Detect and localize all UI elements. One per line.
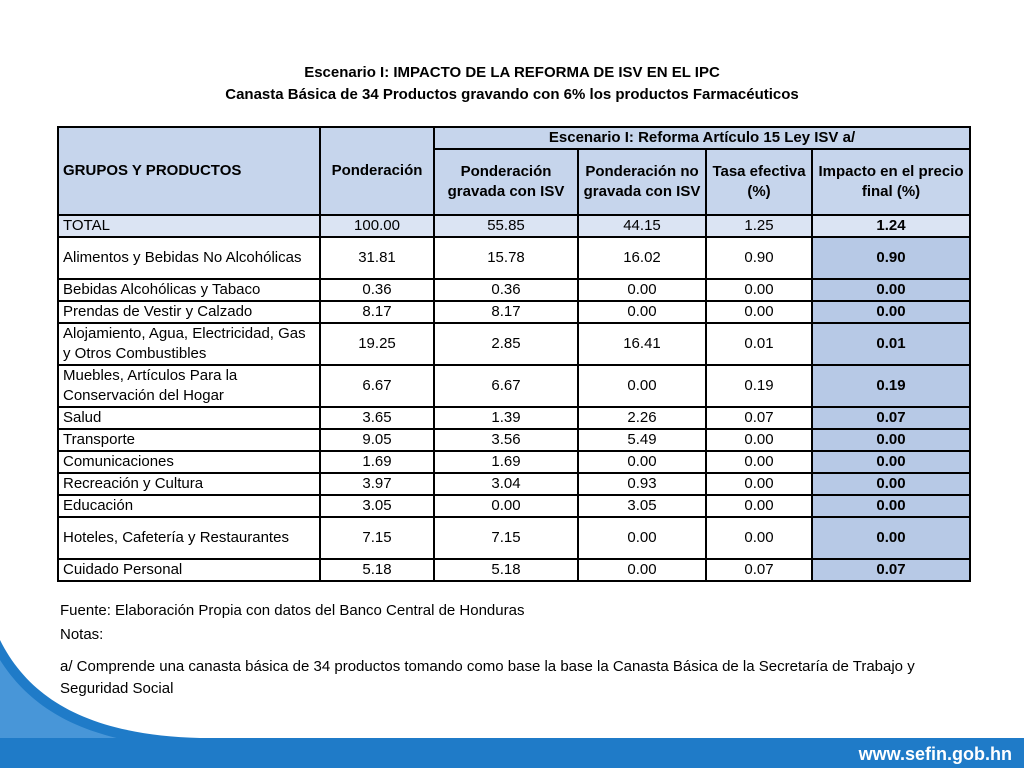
row-impacto: 1.24 [812, 215, 970, 237]
row-ponderacion: 0.36 [320, 279, 434, 301]
row-name: Recreación y Cultura [58, 473, 320, 495]
row-ponderacion: 6.67 [320, 365, 434, 407]
row-name: Prendas de Vestir y Calzado [58, 301, 320, 323]
table-row [58, 301, 970, 323]
row-tasa: 0.00 [706, 279, 812, 301]
row-name: Comunicaciones [58, 451, 320, 473]
row-ponderacion: 31.81 [320, 237, 434, 279]
row-no-gravada: 0.00 [578, 559, 706, 581]
row-tasa: 0.01 [706, 323, 812, 365]
row-gravada: 1.69 [434, 451, 578, 473]
row-name: Alimentos y Bebidas No Alcohólicas [58, 237, 320, 279]
table-row [58, 473, 970, 495]
row-ponderacion: 19.25 [320, 323, 434, 365]
row-tasa: 0.19 [706, 365, 812, 407]
row-no-gravada: 5.49 [578, 429, 706, 451]
row-no-gravada: 3.05 [578, 495, 706, 517]
row-name: Alojamiento, Agua, Electricidad, Gas y Otros Combustibles [58, 323, 320, 365]
row-name: Hoteles, Cafetería y Restaurantes [58, 517, 320, 559]
row-name: Transporte [58, 429, 320, 451]
header-groups: GRUPOS Y PRODUCTOS [58, 127, 320, 215]
row-gravada: 15.78 [434, 237, 578, 279]
footer-bar [0, 738, 1024, 768]
row-ponderacion: 5.18 [320, 559, 434, 581]
row-impacto: 0.00 [812, 301, 970, 323]
row-tasa: 0.07 [706, 559, 812, 581]
row-gravada: 3.56 [434, 429, 578, 451]
row-name: Educación [58, 495, 320, 517]
row-impacto: 0.00 [812, 473, 970, 495]
row-ponderacion: 3.97 [320, 473, 434, 495]
row-tasa: 1.25 [706, 215, 812, 237]
row-tasa: 0.00 [706, 429, 812, 451]
row-no-gravada: 0.00 [578, 451, 706, 473]
table-row [58, 407, 970, 429]
row-gravada: 1.39 [434, 407, 578, 429]
header-scenario: Escenario I: Reforma Artículo 15 Ley ISV a/ [434, 127, 970, 149]
row-name: Cuidado Personal [58, 559, 320, 581]
row-ponderacion: 1.69 [320, 451, 434, 473]
row-no-gravada: 2.26 [578, 407, 706, 429]
row-name: Muebles, Artículos Para la Conservación del Hogar [58, 365, 320, 407]
row-impacto: 0.90 [812, 237, 970, 279]
title-line-1: Escenario I: IMPACTO DE LA REFORMA DE ISV EN EL IPC [304, 64, 720, 81]
header-tasa: Tasa efectiva (%) [706, 149, 812, 215]
footer-url: www.sefin.gob.hn [858, 744, 1012, 764]
row-no-gravada: 0.93 [578, 473, 706, 495]
title-line-2: Canasta Básica de 34 Productos gravando con 6% los productos Farmacéuticos [225, 86, 799, 103]
row-gravada: 0.36 [434, 279, 578, 301]
row-tasa: 0.00 [706, 495, 812, 517]
header-gravada: Ponderación gravada con ISV [434, 149, 578, 215]
row-tasa: 0.00 [706, 517, 812, 559]
row-no-gravada: 16.41 [578, 323, 706, 365]
row-ponderacion: 3.05 [320, 495, 434, 517]
header-no-gravada: Ponderación no gravada con ISV [578, 149, 706, 215]
source-note: Fuente: Elaboración Propia con datos del Banco Central de Honduras [60, 602, 525, 619]
header-impacto: Impacto en el precio final (%) [812, 149, 970, 215]
row-no-gravada: 16.02 [578, 237, 706, 279]
table-row [58, 451, 970, 473]
notes-label: Notas: [60, 626, 104, 643]
row-name: Bebidas Alcohólicas y Tabaco [58, 279, 320, 301]
row-no-gravada: 0.00 [578, 365, 706, 407]
row-name: TOTAL [58, 215, 320, 237]
table-row-total [58, 215, 970, 237]
row-gravada: 55.85 [434, 215, 578, 237]
row-name: Salud [58, 407, 320, 429]
row-no-gravada: 44.15 [578, 215, 706, 237]
row-tasa: 0.00 [706, 301, 812, 323]
row-no-gravada: 0.00 [578, 301, 706, 323]
row-impacto: 0.00 [812, 451, 970, 473]
row-impacto: 0.07 [812, 407, 970, 429]
row-impacto: 0.01 [812, 323, 970, 365]
row-impacto: 0.00 [812, 429, 970, 451]
row-ponderacion: 3.65 [320, 407, 434, 429]
row-ponderacion: 7.15 [320, 517, 434, 559]
row-gravada: 0.00 [434, 495, 578, 517]
row-impacto: 0.07 [812, 559, 970, 581]
row-impacto: 0.00 [812, 517, 970, 559]
table-row [58, 559, 970, 581]
row-tasa: 0.00 [706, 473, 812, 495]
table-row [58, 365, 970, 407]
row-impacto: 0.00 [812, 279, 970, 301]
table-row [58, 517, 970, 559]
row-gravada: 7.15 [434, 517, 578, 559]
table-row [58, 495, 970, 517]
row-tasa: 0.90 [706, 237, 812, 279]
row-impacto: 0.00 [812, 495, 970, 517]
row-gravada: 8.17 [434, 301, 578, 323]
table-row [58, 429, 970, 451]
row-impacto: 0.19 [812, 365, 970, 407]
row-ponderacion: 100.00 [320, 215, 434, 237]
row-gravada: 6.67 [434, 365, 578, 407]
row-tasa: 0.07 [706, 407, 812, 429]
header-ponderacion: Ponderación [320, 127, 434, 215]
footnote-a: a/ Comprende una canasta básica de 34 productos tomando como base la base la Canasta Básica de la Secretaría de Trabajo y Seguridad Social [60, 658, 915, 697]
isv-impact-table [57, 126, 971, 582]
row-gravada: 5.18 [434, 559, 578, 581]
row-tasa: 0.00 [706, 451, 812, 473]
row-ponderacion: 8.17 [320, 301, 434, 323]
row-gravada: 3.04 [434, 473, 578, 495]
table-row [58, 279, 970, 301]
table-row [58, 323, 970, 365]
table-row [58, 237, 970, 279]
row-no-gravada: 0.00 [578, 517, 706, 559]
row-no-gravada: 0.00 [578, 279, 706, 301]
row-ponderacion: 9.05 [320, 429, 434, 451]
row-gravada: 2.85 [434, 323, 578, 365]
